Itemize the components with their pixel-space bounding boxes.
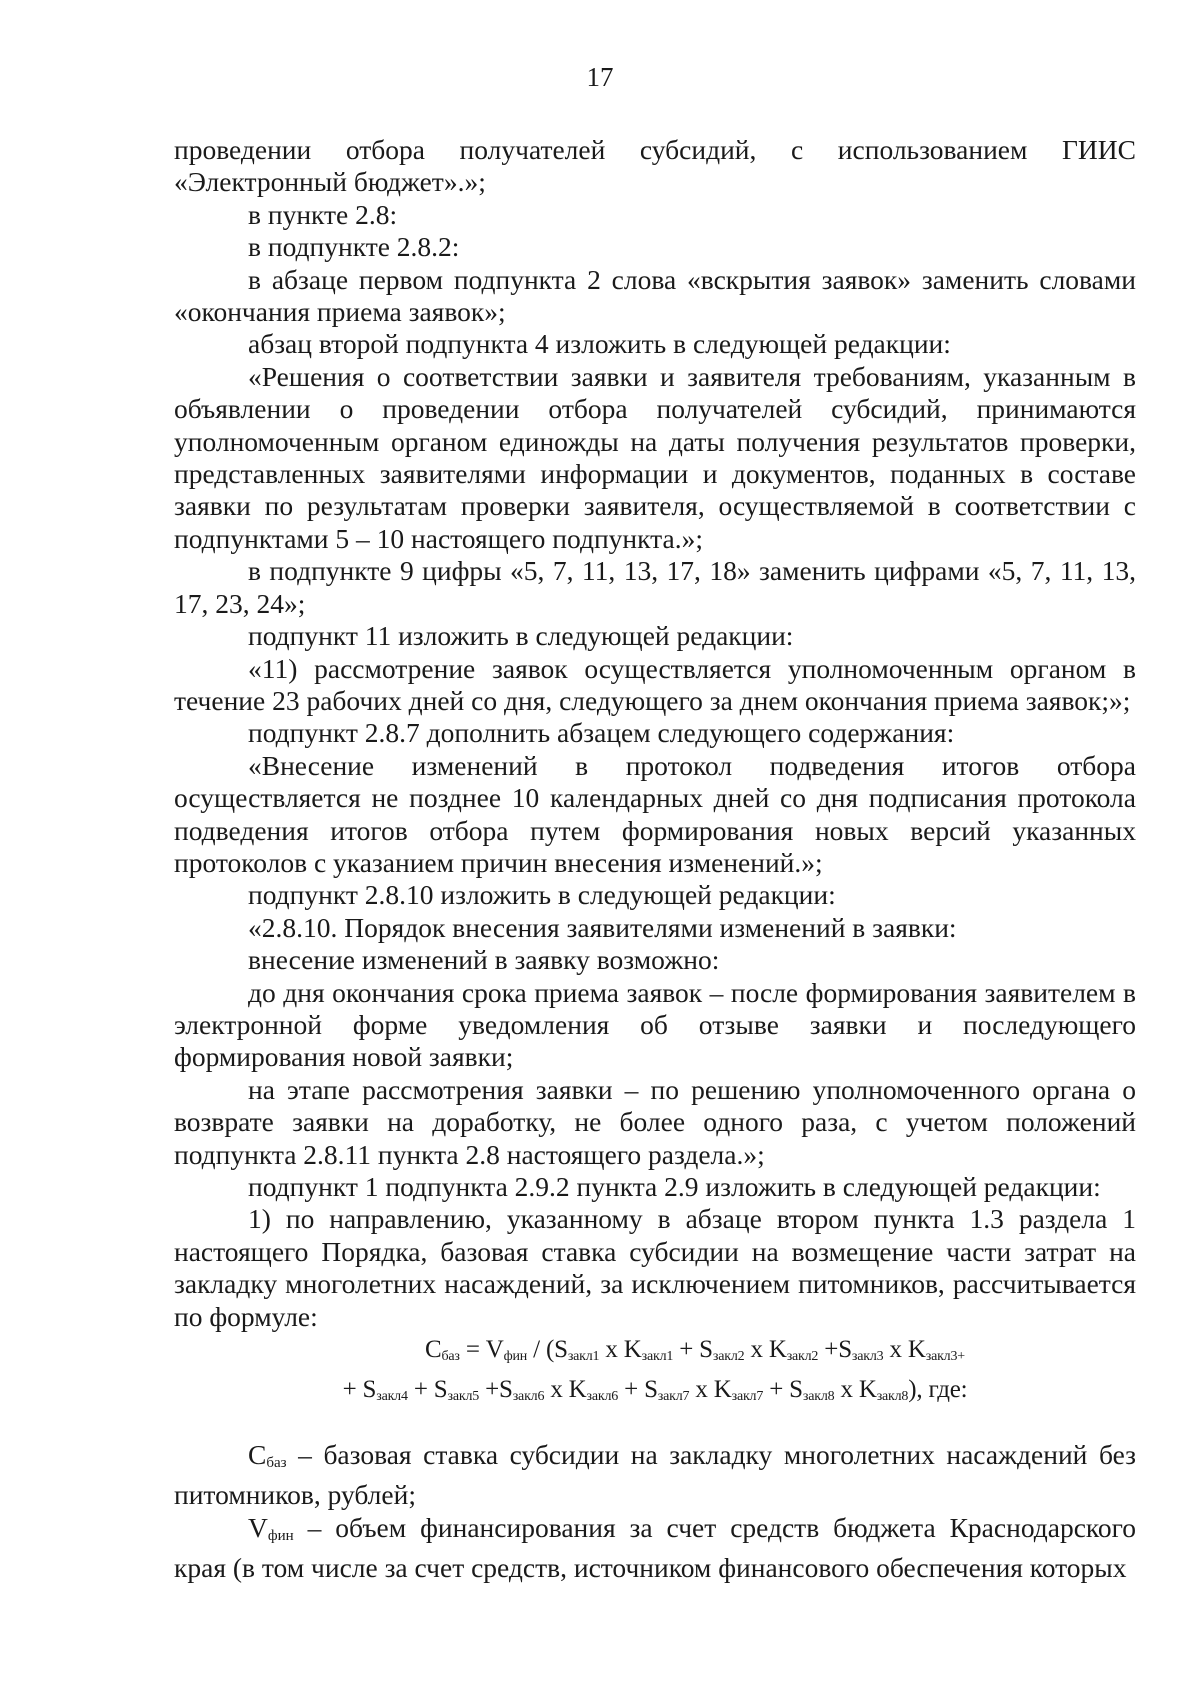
formula — [174, 1333, 1136, 1413]
paragraph: на этапе рассмотрения заявки – по решению уполномоченного органа о возврате заявки на доработку, не более одного раза, с учетом положений подпункта 2.8.11 пункта 2.8 настоящего раздела.»; — [174, 1073, 1136, 1170]
paragraph: подпункт 1 подпункта 2.9.2 пункта 2.9 изложить в следующей редакции: — [248, 1171, 1101, 1202]
definition-vfin: $V_{фин}$ – объем финансирования за счет средств бюджета Краснодарского края (в том числе за счет средств, источником финансового обеспечения которых — [174, 1511, 1136, 1584]
paragraph: абзац второй подпункта 4 изложить в следующей редакции: — [248, 328, 951, 360]
paragraph: в пункте 2.8: — [248, 198, 398, 230]
paragraph: «Внесение изменений в протокол подведения итогов отбора осуществляется не позднее 10 календарных дней со дня подписания протокола подведения итогов отбора путем формирования новых версий указанных протоколов с указанием причин внесения изменений.»; — [174, 749, 1136, 878]
formula-line-2: + $S_{закл4} + S_{закл5} +S_{закл6}$ x $K_{закл6} + S_{закл7}$ x $K_{закл7} + S_{закл8}$ x $K_{закл8}$), где: — [342, 1376, 968, 1405]
paragraph: проведении отбора получателей субсидий, с использованием ГИИС «Электронный бюджет».»; — [174, 134, 1136, 198]
paragraph: внесение изменений в заявку возможно: — [248, 944, 720, 976]
paragraph: подпункт 2.8.10 изложить в следующей редакции: — [248, 879, 836, 911]
paragraph: в подпункте 2.8.2: — [248, 231, 460, 263]
definition-cbaz: $C_{баз}$ – базовая ставка субсидии на закладку многолетних насаждений без питомников, рублей; — [174, 1439, 1136, 1511]
document-body — [174, 134, 1136, 1585]
paragraph: «2.8.10. Порядок внесения заявителями изменений в заявки: — [248, 911, 957, 943]
paragraph: в подпункте 9 цифры «5, 7, 11, 13, 17, 18» заменить цифрами «5, 7, 11, 13, 17, 23, 24»; — [174, 555, 1136, 619]
page-number: 17 — [586, 62, 614, 92]
formula-line-1: $C_{баз} = V_{фин} / (S_{закл1}$ x $K_{закл1} + S_{закл2}$ x $K_{закл2} +S_{закл3}$ x $K_{закл3+}$ — [425, 1336, 965, 1365]
paragraph: «Решения о соответствии заявки и заявителя требованиям, указанным в объявлении о проведении отбора получателей субсидий, принимаются уполномоченным органом единожды на даты получения результатов проверки, представленных заявителями информации и документов, поданных в составе заявки по результатам проверки заявителя, осуществляемой в соответствии с подпунктами 5 – 10 настоящего подпункта.»; — [174, 360, 1136, 554]
paragraph: в абзаце первом подпункта 2 слова «вскрытия заявок» заменить словами «окончания приема заявок»; — [174, 263, 1136, 328]
paragraph: подпункт 2.8.7 дополнить абзацем следующего содержания: — [248, 717, 955, 749]
paragraph: «11) рассмотрение заявок осуществляется уполномоченным органом в течение 23 рабочих дней со дня, следующего за днем окончания приема заявок;»; — [174, 652, 1136, 716]
paragraph: подпункт 11 изложить в следующей редакции: — [248, 620, 794, 652]
paragraph: 1) по направлению, указанному в абзаце втором пункта 1.3 раздела 1 настоящего Порядка, базовая ставка субсидии на возмещение части затрат на закладку многолетних насаждений, за исключением питомников, рассчитывается по формуле: — [174, 1203, 1136, 1332]
paragraph: до дня окончания срока приема заявок – после формирования заявителем в электронной форме уведомления об отзыве заявки и последующего формирования новой заявки; — [174, 976, 1136, 1073]
